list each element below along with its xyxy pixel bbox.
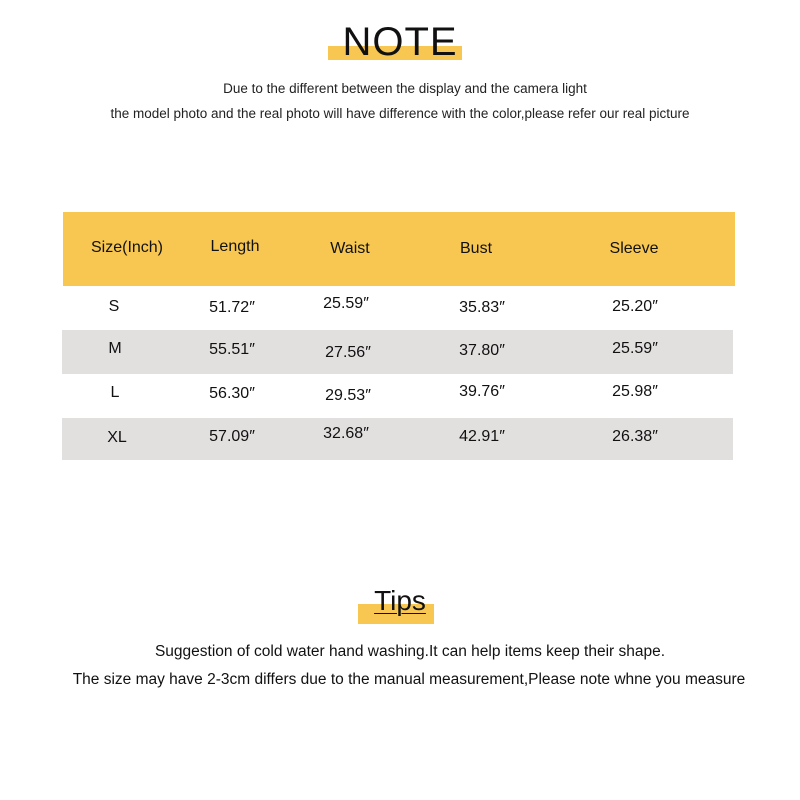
tips-line-1: Suggestion of cold water hand washing.It can help items keep their shape. bbox=[154, 643, 666, 660]
cell-length: 56.30″ bbox=[209, 385, 255, 402]
cell-bust: 37.80″ bbox=[459, 342, 505, 359]
cell-size: S bbox=[108, 298, 120, 315]
header-waist: Waist bbox=[330, 240, 370, 257]
table-row bbox=[62, 418, 733, 460]
cell-length: 57.09″ bbox=[209, 428, 255, 445]
cell-sleeve: 25.59″ bbox=[612, 340, 658, 357]
tips-heading bbox=[0, 583, 800, 619]
cell-waist: 32.68″ bbox=[323, 425, 369, 442]
cell-bust: 35.83″ bbox=[459, 299, 505, 316]
tips-line-2: The size may have 2-3cm differs due to the manual measurement,Please note whne you measure bbox=[72, 671, 746, 688]
cell-size: M bbox=[108, 340, 122, 357]
note-line-1: Due to the different between the display and the camera light bbox=[223, 81, 587, 96]
cell-sleeve: 25.98″ bbox=[612, 383, 658, 400]
header-length: Length bbox=[210, 238, 260, 255]
cell-sleeve: 26.38″ bbox=[612, 428, 658, 445]
cell-size: XL bbox=[107, 429, 127, 446]
note-line-2: the model photo and the real photo will have difference with the color,please refer our real picture bbox=[110, 106, 690, 121]
table-row bbox=[62, 330, 733, 374]
cell-bust: 39.76″ bbox=[459, 383, 505, 400]
cell-size: L bbox=[110, 384, 120, 401]
cell-sleeve: 25.20″ bbox=[612, 298, 658, 315]
table-row bbox=[62, 374, 733, 418]
header-size: Size(Inch) bbox=[90, 239, 164, 256]
tips-title: Tips bbox=[374, 585, 426, 616]
note-title: NOTE bbox=[342, 20, 458, 64]
cell-waist: 29.53″ bbox=[325, 387, 371, 404]
note-heading bbox=[0, 18, 800, 66]
cell-length: 51.72″ bbox=[209, 299, 255, 316]
table-header bbox=[63, 212, 735, 286]
cell-waist: 27.56″ bbox=[325, 344, 371, 361]
header-sleeve: Sleeve bbox=[609, 240, 659, 257]
header-bust: Bust bbox=[459, 240, 493, 257]
cell-bust: 42.91″ bbox=[459, 428, 505, 445]
cell-length: 55.51″ bbox=[209, 341, 255, 358]
cell-waist: 25.59″ bbox=[323, 295, 369, 312]
table-row bbox=[62, 286, 733, 330]
